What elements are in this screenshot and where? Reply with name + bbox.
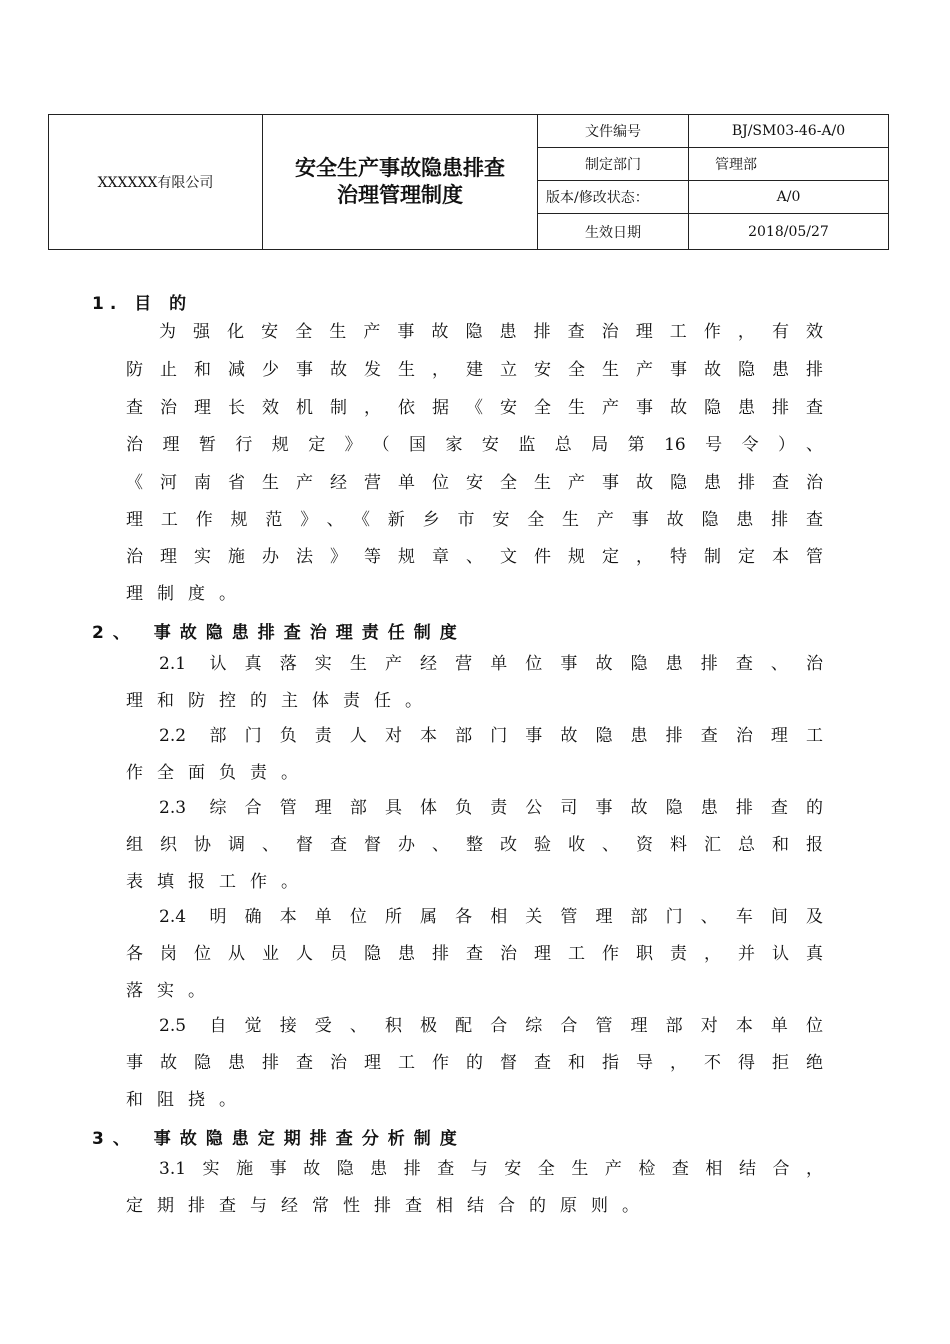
paragraph-line-text: 定期排查与经常性排查相结合的原则。 [126,1196,653,1216]
paragraph-line: 查治理长效机制，依据《安全生产事故隐患排查 [126,398,823,418]
paragraph-line: 防止和减少事故发生，建立安全生产事故隐患排 [126,360,823,380]
paragraph-line: 《河南省生产经营单位安全生产事故隐患排查治 [126,473,823,493]
paragraph-line: 2.1 认真落实生产经营单位事故隐患排查、治 [159,654,823,674]
paragraph-line: 2.2 部门负责人对本部门事故隐患排查治理工 [159,726,823,746]
title-line-2: 治理管理制度 [337,183,463,207]
paragraph-line: 2.4 明确本单位所属各相关管理部门、车间及 [159,907,823,927]
paragraph-line: 治理暂行规定》（国家安监总局第16号令）、 [126,435,823,455]
meta-row-department [538,148,888,181]
document-title [263,115,538,249]
paragraph-line [126,979,823,1003]
paragraph-line-text: 和阻挠。 [126,1090,250,1110]
paragraph-line: 治理实施办法》等规章、文件规定，特制定本管 [126,547,823,567]
meta-value: BJ/SM03-46-A/0 [731,123,846,139]
paragraph-line [126,689,823,713]
paragraph-line: 各岗位从业人员隐患排查治理工作职责，并认真 [126,944,823,964]
meta-value: 2018/05/27 [748,223,829,240]
paragraph-line-text: 理和防控的主体责任。 [126,691,436,711]
paragraph-line [126,1088,823,1112]
paragraph-line: 为强化安全生产事故隐患排查治理工作，有效 [159,322,823,342]
paragraph-line [126,582,823,606]
paragraph-line: 3.1实施事故隐患排查与安全生产检查相结合， [159,1159,823,1179]
title-line-1: 安全生产事故隐患排查 [295,156,505,180]
paragraph-line: 组织协调、督查督办、整改验收、资料汇总和报 [126,835,823,855]
section-heading-responsibility: 2、 事故隐患排查治理责任制度 [92,623,466,643]
paragraph-line-text: 表填报工作。 [126,872,312,892]
paragraph-line: 理工作规范》、《新乡市安全生产事故隐患排查 [126,510,823,530]
meta-value: A/0 [776,189,801,205]
meta-value: 管理部 [715,157,757,173]
meta-row-file-number [538,115,888,148]
meta-label: 文件编号 [538,115,689,147]
meta-label: 版本/修改状态： [538,181,689,213]
paragraph-line: 2.3 综合管理部具体负责公司事故隐患排查的 [159,798,823,818]
paragraph-line: 事故隐患排查治理工作的督查和指导，不得拒绝 [126,1053,823,1073]
paragraph-line [126,761,823,785]
meta-label: 制定部门 [538,148,689,180]
paragraph-line [126,870,823,894]
section-heading-purpose: 1. 目 的 [92,294,193,314]
paragraph-line: 2.5 自觉接受、积极配合综合管理部对本单位 [159,1016,823,1036]
company-name: XXXXXX有限公司 [49,115,263,249]
section-heading-periodic-inspection: 3、 事故隐患定期排查分析制度 [92,1129,466,1149]
paragraph-line-text: 作全面负责。 [126,763,312,783]
document-meta [538,115,888,249]
paragraph-line [126,1194,823,1218]
meta-row-effective-date [538,214,888,249]
document-header-table [48,114,889,250]
meta-row-version [538,181,888,214]
meta-label: 生效日期 [538,214,689,249]
paragraph-line-text: 理制度。 [126,584,250,604]
paragraph-line-text: 落实。 [126,981,219,1001]
